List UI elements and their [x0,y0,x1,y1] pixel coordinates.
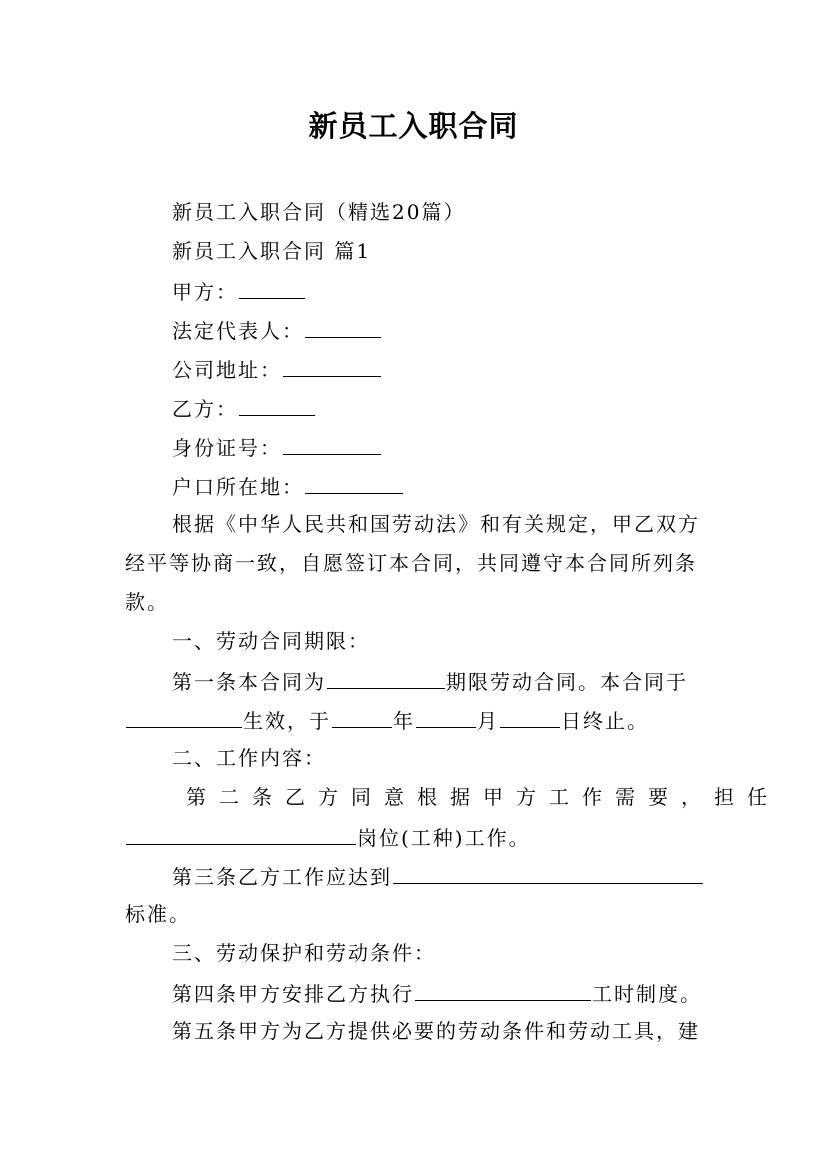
paragraph-line [172,510,700,538]
article-line [172,861,704,891]
article-line [172,978,702,1008]
paragraph-text: 根据《中华人民共和国劳动法》和有关规定，甲乙双方 [172,512,700,536]
article-line [172,666,688,696]
household-registration-blank [305,471,403,494]
article-text: 第二条乙方同意根据甲方工作需要，担任 [186,785,780,809]
article-line [125,900,191,928]
article-text: 年 [393,709,415,733]
section-heading [172,939,436,967]
section-heading-text: 二、工作内容： [172,746,326,770]
company-address-field [172,354,382,384]
article-text: 标准。 [125,902,191,926]
start-date-blank [126,705,242,728]
party-a-field [172,276,306,306]
paragraph-line [125,549,697,577]
id-number-label: 身份证号： [172,436,282,460]
article-text: 日终止。 [561,709,649,733]
legal-rep-blank [305,315,381,338]
end-month-blank [416,705,476,728]
article-line [125,822,531,852]
id-number-field [172,432,382,462]
article-text: 期限劳动合同。本合同于 [446,670,688,694]
paragraph-text: 经平等协商一致，自愿签订本合同，共同遵守本合同所列条 [125,551,697,575]
collection-heading [172,198,465,226]
company-address-label: 公司地址： [172,358,282,382]
paragraph-line [125,588,169,616]
article-line [172,1017,700,1045]
article-heading [172,237,371,265]
legal-rep-label: 法定代表人： [172,319,304,343]
section-heading-text: 一、劳动合同期限： [172,629,370,653]
standard-blank [393,861,703,884]
section-heading-text: 三、劳动保护和劳动条件： [172,941,436,965]
article-line [125,705,649,735]
article-heading-text: 新员工入职合同 篇1 [172,239,372,263]
article-text: 第四条甲方安排乙方执行 [172,982,414,1006]
position-blank [126,822,356,845]
article-text: 岗位(工种)工作。 [357,826,531,850]
article-text: 第三条乙方工作应达到 [172,865,392,889]
party-a-label: 甲方： [172,280,238,304]
contract-type-blank [327,666,445,689]
article-text: 工时制度。 [592,982,702,1006]
paragraph-text: 款。 [125,590,169,614]
household-registration-field [172,471,404,501]
article-text: 生效，于 [243,709,331,733]
article-text: 月 [477,709,499,733]
document-title: 新员工入职合同 [308,109,519,143]
id-number-blank [283,432,381,455]
party-a-blank [239,276,305,299]
legal-rep-field [172,315,382,345]
end-day-blank [500,705,560,728]
section-heading [172,627,370,655]
section-heading [172,744,326,772]
article-line [186,783,780,811]
party-b-label: 乙方： [172,397,238,421]
collection-heading-text: 新员工入职合同（精选20篇） [172,200,466,224]
article-text: 第一条本合同为 [172,670,326,694]
party-b-field [172,393,316,423]
article-text: 第五条甲方为乙方提供必要的劳动条件和劳动工具，建 [172,1019,700,1043]
party-b-blank [239,393,315,416]
household-registration-label: 户口所在地： [172,475,304,499]
end-year-blank [332,705,392,728]
company-address-blank [283,354,381,377]
working-hours-blank [415,978,591,1001]
